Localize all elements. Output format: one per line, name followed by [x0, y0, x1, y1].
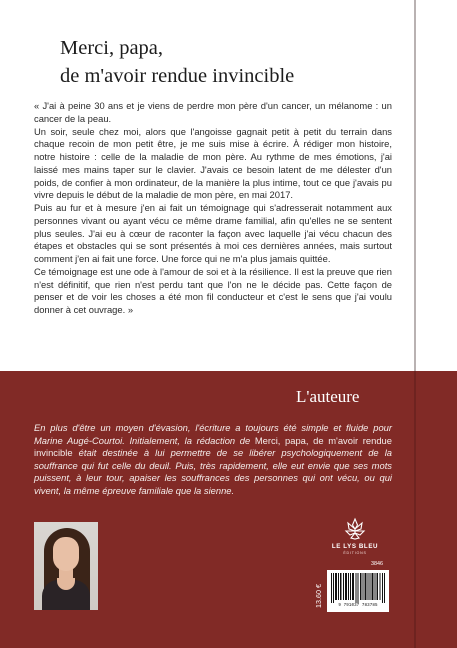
excerpt-paragraph: Un soir, seule chez moi, alors que l'angoisse gagnait petit à petit du terrain dans chaque recoin de mon petit être, je me suis mise à écrire. À rédiger mon histoire, notre histoire : celle de la maladie de mon père. Au rythme de mes émotions, j'ai laissé mes mains taper sur le clavier. J'avais ce besoin latent de me délester d'un poids, de confier à mon ordinateur, de la manière la plus intime, tout ce que j'avais pu vivre depuis le début de la maladie de mon père, en mai 2017. — [34, 125, 392, 201]
barcode — [327, 570, 389, 612]
author-bio-part-2: était destinée à lui permettre de se libérer psychologiquement de la souffrance qui fut celle du deuil. Puis, très rapidement, elle eut envie que ses mots puissent, à leur tour, apaiser les souffrances des personnes qui ont vécu, ou qui vivent, la même épreuve familiale que la sienne. — [34, 447, 392, 496]
excerpt-paragraph: Puis au fur et à mesure j'en ai fait un témoignage qui s'adresserait notamment aux personnes vivant ou ayant vécu ce même drame familial, afin qu'elles ne se sentent plus seules. J'ai eu à cœur de raconter la façon avec laquelle j'ai vécu chacun des étapes et obstacles qui se sont présentés à moi ces dernières années, mais surtout comment j'en ai fait une force. Une force qui ne m'a plus jamais quittée. — [34, 202, 392, 264]
publisher-subtitle: ÉDITIONS — [343, 551, 367, 555]
author-bio-book-title: Merci, papa, de m'avoir rendue invincible — [34, 434, 392, 459]
author-heading: L'auteure — [296, 387, 360, 406]
barcode-bars — [327, 570, 389, 604]
publisher-logo — [326, 517, 384, 555]
author-bio-part-1: En plus d'être un moyen d'évasion, l'écriture a toujours été simple et fluide pour Marine Augé-Courtoi. Initialement, la rédaction de — [34, 422, 392, 446]
author-panel — [0, 371, 457, 648]
lotus-icon — [342, 517, 368, 541]
excerpt-paragraph: Ce témoignage est une ode à l'amour de soi et à la résilience. Il est la preuve que rien n'est définitif, que rien n'est perdu tant que l'on ne le décide pas. Cette façon de penser et de voir les choses a été mon fil conducteur et c'est le sens que j'ai voulu donner à cet ouvrage. » — [34, 265, 392, 315]
publisher-name: LE LYS BLEU — [331, 543, 379, 550]
author-bio — [34, 422, 392, 498]
spine-edge-bottom — [414, 371, 416, 648]
price-label: 13.60 € — [314, 584, 323, 608]
excerpt-paragraph: « J'ai à peine 30 ans et je viens de perdre mon père d'un cancer, un mélanome : un cancer de la peau. — [34, 100, 392, 124]
spine-edge — [414, 0, 416, 371]
isbn-number: 9 791037 783785 — [338, 604, 378, 608]
book-title — [60, 34, 390, 90]
author-photo — [34, 522, 98, 610]
book-title-line-1: Merci, papa, — [60, 37, 164, 59]
reference-number: 3846 — [371, 561, 383, 567]
book-title-line-2: de m'avoir rendue invincible — [60, 65, 295, 87]
excerpt-text — [34, 100, 392, 317]
